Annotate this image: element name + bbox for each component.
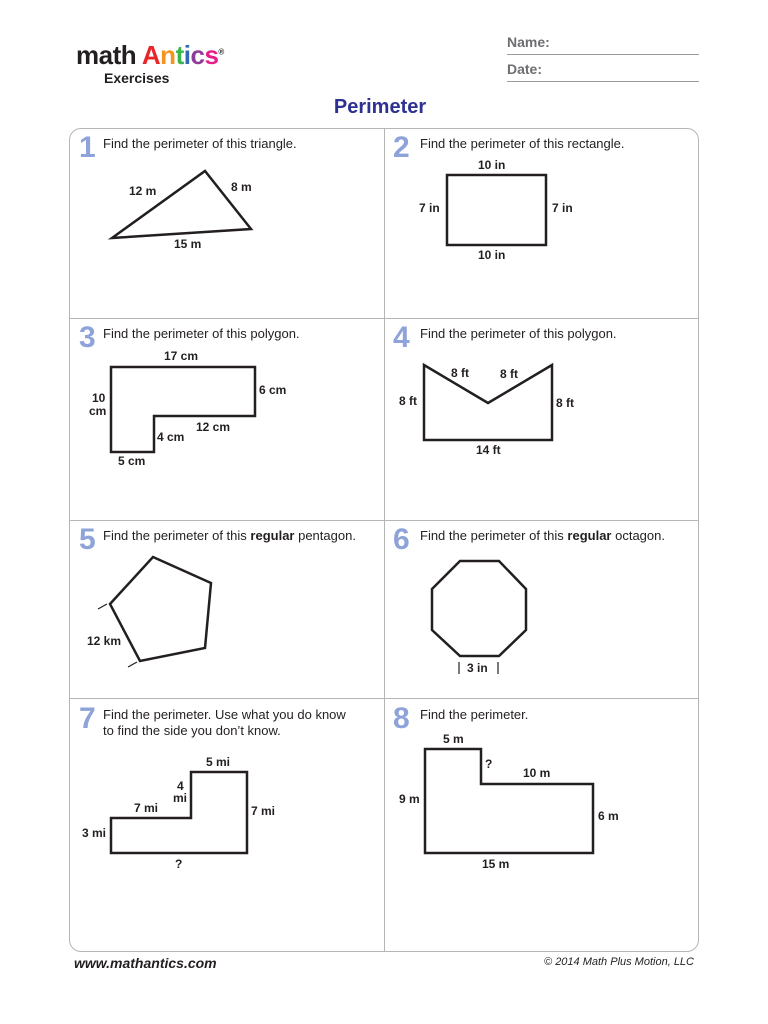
problem-5-tick: [98, 604, 107, 609]
problem-8-label: 10 m: [523, 766, 551, 780]
problem-5-label: 12 km: [87, 634, 122, 648]
problem-6-octagon: [432, 561, 526, 656]
problem-8-label: 15 m: [482, 857, 510, 871]
logo-registered-mark: ®: [218, 47, 224, 57]
problem-8-label: 6 m: [598, 809, 619, 823]
problem-5-prompt-bold: regular: [250, 528, 295, 543]
problem-1-number: 1: [79, 131, 96, 164]
footer-website-link[interactable]: www.mathantics.com: [74, 955, 217, 971]
problem-6-prompt-post: octagon.: [611, 528, 665, 543]
logo-letter-c: c: [190, 40, 205, 70]
logo-letter-t: t: [175, 40, 184, 70]
problem-3-label: 4 cm: [157, 430, 185, 444]
problem-7-label: 3 mi: [82, 826, 107, 840]
problem-4-number: 4: [393, 321, 410, 354]
problem-2-rectangle: [447, 175, 546, 245]
problem-7-label: 7 mi: [134, 801, 159, 815]
problem-7-label: ?: [175, 857, 183, 871]
problem-8-label: ?: [485, 757, 493, 771]
problem-7-label: mi: [173, 791, 188, 805]
date-label: Date:: [507, 61, 543, 77]
problem-8-polygon: [425, 749, 593, 853]
problem-7-prompt-line-1: Find the perimeter. Use what you do know: [103, 707, 346, 722]
problem-3-prompt: Find the perimeter of this polygon.: [103, 326, 300, 341]
problem-2-label: 7 in: [552, 201, 573, 215]
logo-letter-a: A: [141, 40, 161, 70]
problem-4-polygon: [424, 365, 552, 440]
problem-1-label: 15 m: [174, 237, 202, 251]
problem-2-label: 7 in: [419, 201, 440, 215]
problem-4-label: 8 ft: [500, 367, 518, 381]
problem-6-label: 3 in: [467, 661, 488, 675]
problem-2-number: 2: [393, 131, 410, 164]
problem-5-prompt-post: pentagon.: [294, 528, 356, 543]
problem-3-label: 17 cm: [164, 349, 199, 363]
logo-letter-i: i: [183, 40, 191, 70]
page-title: Perimeter: [333, 96, 427, 118]
problem-1-prompt: Find the perimeter of this triangle.: [103, 136, 297, 151]
problem-7-label: 4: [177, 779, 184, 793]
problem-2-prompt: Find the perimeter of this rectangle.: [420, 136, 625, 151]
problem-2-label: 10 in: [478, 158, 506, 172]
problem-6-prompt-pre: Find the perimeter of this: [420, 528, 568, 543]
problem-4-label: 14 ft: [476, 443, 501, 457]
problem-7-label: 7 mi: [251, 804, 276, 818]
problem-2-label: 10 in: [478, 248, 506, 262]
problem-6-number: 6: [393, 523, 410, 556]
problem-5-tick: [128, 662, 137, 667]
problem-4-prompt: Find the perimeter of this polygon.: [420, 326, 617, 341]
problem-1-label: 8 m: [231, 180, 252, 194]
logo-subtitle: Exercises: [104, 70, 170, 86]
problem-7-prompt-line-2: to find the side you don’t know.: [103, 723, 281, 738]
logo-word-math: math: [76, 40, 137, 70]
problem-4-label: 8 ft: [556, 396, 574, 410]
problem-7-number: 7: [79, 702, 96, 735]
problem-8-number: 8: [393, 702, 410, 735]
problem-8-label: 9 m: [399, 792, 420, 806]
problem-5-prompt-pre: Find the perimeter of this: [103, 528, 251, 543]
problem-3-label: cm: [89, 404, 107, 418]
problem-6-prompt-bold: regular: [567, 528, 612, 543]
problem-4-label: 8 ft: [451, 366, 469, 380]
problem-3-label: 10: [92, 391, 106, 405]
problem-8-label: 5 m: [443, 732, 464, 746]
problem-3-label: 6 cm: [259, 383, 287, 397]
footer-copyright: © 2014 Math Plus Motion, LLC: [544, 956, 694, 968]
problem-8-prompt: Find the perimeter.: [420, 707, 529, 722]
logo-letter-s: s: [204, 40, 219, 70]
name-label: Name:: [507, 34, 550, 50]
problem-3-label: 12 cm: [196, 420, 231, 434]
problem-4-label: 8 ft: [399, 394, 417, 408]
problem-1-label: 12 m: [129, 184, 157, 198]
problem-5-pentagon: [110, 557, 211, 661]
logo-letter-n: n: [160, 40, 176, 70]
problem-5-number: 5: [79, 523, 96, 556]
problem-3-number: 3: [79, 321, 96, 354]
problem-7-label: 5 mi: [206, 755, 231, 769]
problem-3-label: 5 cm: [118, 454, 146, 468]
